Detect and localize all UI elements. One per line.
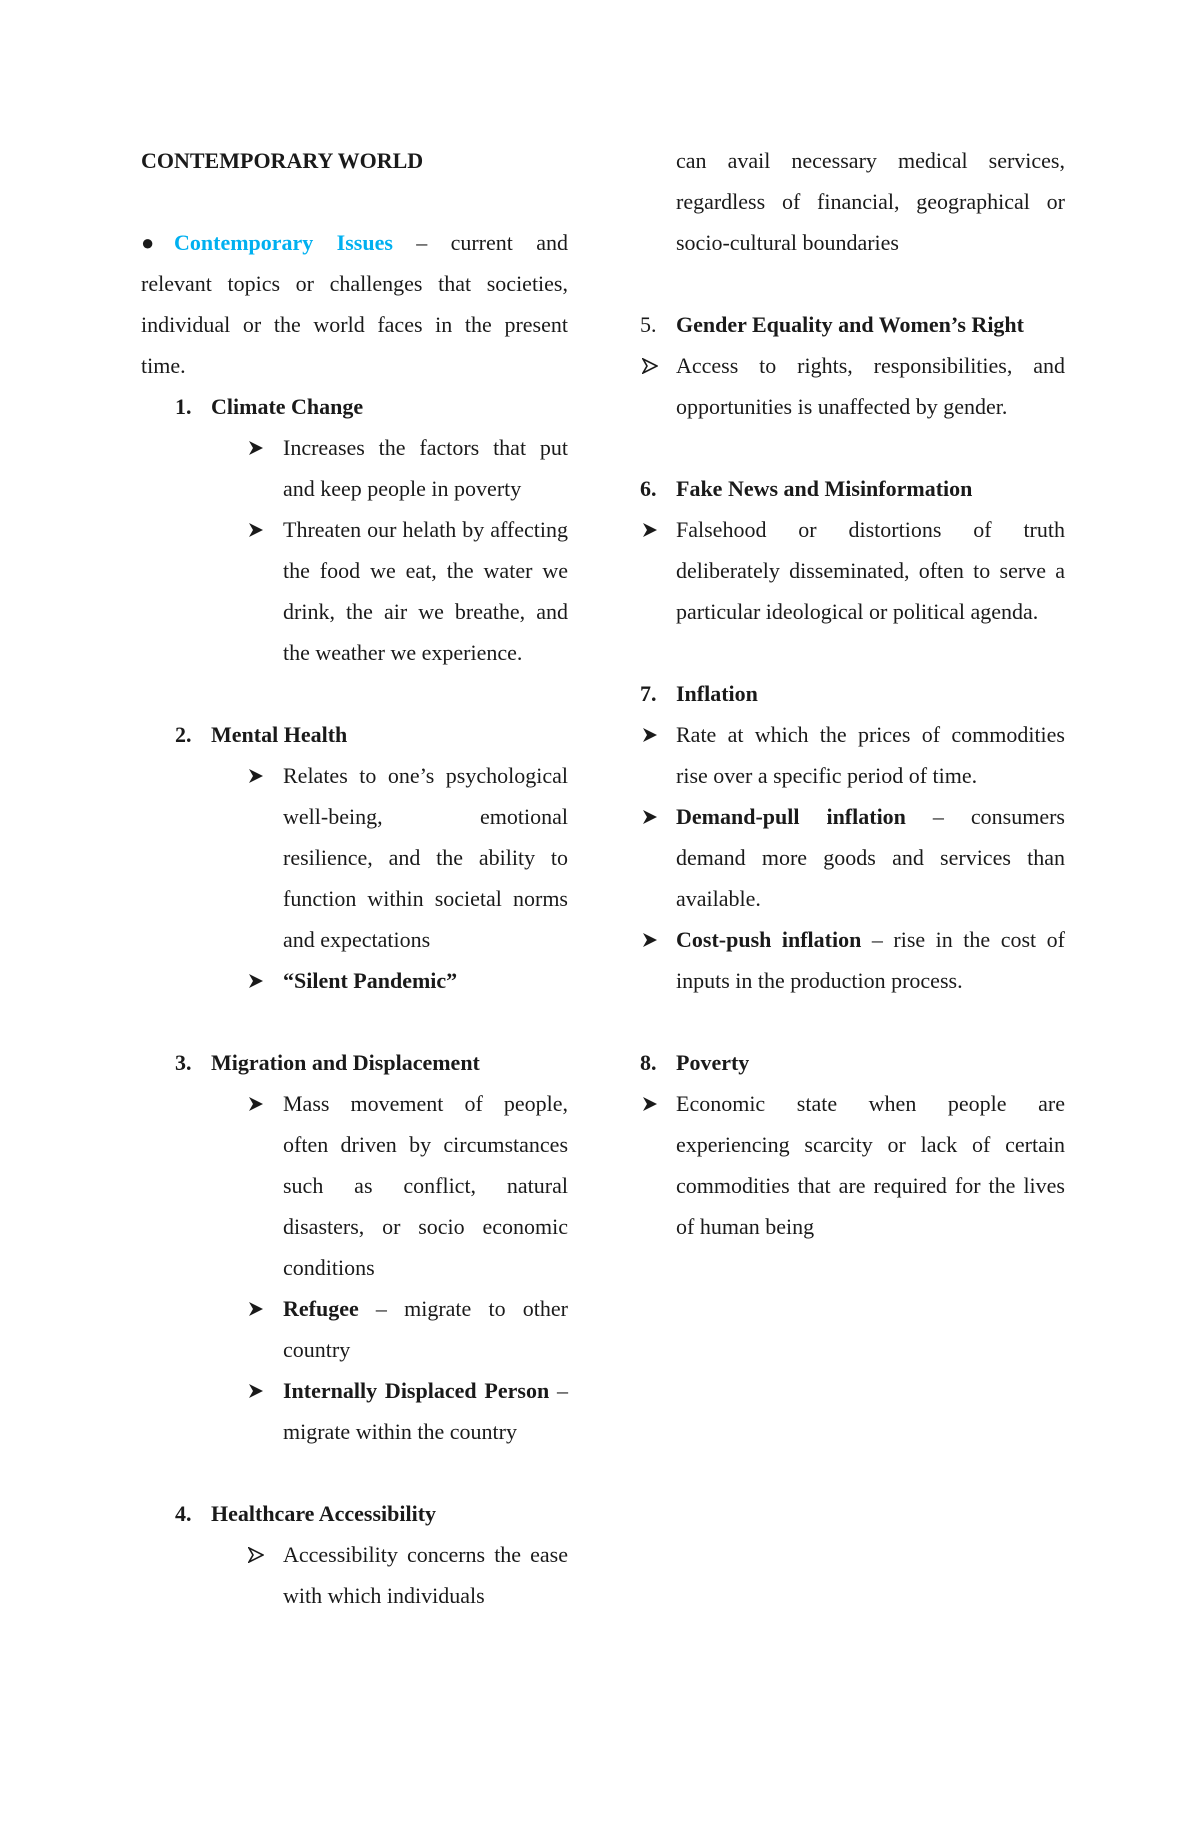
- issue-title: Climate Change: [211, 394, 364, 419]
- issue-point: Relates to one’s psychological well-being, emotional resilience, and the ability to function within societal norms and expectations: [141, 755, 568, 960]
- issue-point-continuation: can avail necessary medical services, regardless of financial, geographical or socio-cultural boundaries: [676, 148, 1065, 255]
- issue-title: Fake News and Misinformation: [676, 476, 973, 501]
- left-column: [141, 140, 568, 1616]
- issue-number: 4.: [175, 1501, 192, 1526]
- issue-list-left: [141, 386, 568, 1616]
- issue-item: [640, 468, 1065, 673]
- issue-item: [640, 673, 1065, 1042]
- filled-circle-bullet-icon: ●: [141, 230, 155, 255]
- arrowhead-bullet-icon: [642, 345, 662, 386]
- issue-item: [640, 1042, 1065, 1247]
- issue-point: Internally Displaced Person – migrate within the country: [141, 1370, 568, 1452]
- arrowhead-bullet-icon: [642, 919, 662, 960]
- intro-definition: [141, 222, 568, 386]
- issue-item: [141, 386, 568, 714]
- document-title: CONTEMPORARY WORLD: [141, 148, 424, 173]
- issue-point: Access to rights, responsibilities, and opportunities is unaffected by gender.: [640, 345, 1065, 427]
- issue-number: 6.: [640, 476, 657, 501]
- intro-text: – current and relevant topics or challenges that societies, individual or the world faces in the present time.: [141, 230, 568, 378]
- issue-number: 7.: [640, 681, 657, 706]
- issue-title: Healthcare Accessibility: [211, 1501, 437, 1526]
- arrowhead-bullet-icon: [248, 1083, 268, 1124]
- arrowhead-bullet-icon: [248, 1534, 268, 1575]
- right-column: [640, 140, 1065, 1247]
- issue-number: 2.: [175, 722, 192, 747]
- arrowhead-bullet-icon: [642, 714, 662, 755]
- arrowhead-bullet-icon: [248, 1370, 268, 1411]
- arrowhead-bullet-icon: [642, 509, 662, 550]
- arrowhead-bullet-icon: [248, 755, 268, 796]
- arrowhead-bullet-icon: [248, 427, 268, 468]
- issue-item: [640, 304, 1065, 468]
- issue-point: Falsehood or distortions of truth deliberately disseminated, often to serve a particular ideological or political agenda.: [640, 509, 1065, 632]
- issue-point: Economic state when people are experiencing scarcity or lack of certain commodities that are required for the lives of human being: [640, 1083, 1065, 1247]
- issue-number: 8.: [640, 1050, 657, 1075]
- issue-point: Mass movement of people, often driven by circumstances such as conflict, natural disasters, or socio economic conditions: [141, 1083, 568, 1288]
- issue-item: [141, 1493, 568, 1616]
- issue-item: [141, 1042, 568, 1493]
- issue-point: Rate at which the prices of commodities rise over a specific period of time.: [640, 714, 1065, 796]
- issue-title: Migration and Displacement: [211, 1050, 480, 1075]
- arrowhead-bullet-icon: [248, 509, 268, 550]
- issue-list-right: [640, 304, 1065, 1247]
- issue-title: Mental Health: [211, 722, 348, 747]
- issue-title: Gender Equality and Women’s Right: [676, 312, 1024, 337]
- issue-point: Cost-push inflation – rise in the cost of inputs in the production process.: [640, 919, 1065, 1001]
- arrowhead-bullet-icon: [248, 1288, 268, 1329]
- issue-item: [141, 714, 568, 1042]
- intro-term: Contemporary Issues: [174, 230, 393, 255]
- issue-point: Accessibility concerns the ease with which individuals: [141, 1534, 568, 1616]
- issue-point: “Silent Pandemic”: [141, 960, 568, 1001]
- arrowhead-bullet-icon: [248, 960, 268, 1001]
- arrowhead-bullet-icon: [642, 796, 662, 837]
- arrowhead-bullet-icon: [642, 1083, 662, 1124]
- issue-point: Demand-pull inflation – consumers demand more goods and services than available.: [640, 796, 1065, 919]
- issue-number: 5.: [640, 312, 657, 337]
- issue-number: 3.: [175, 1050, 192, 1075]
- issue-point: Increases the factors that put and keep people in poverty: [141, 427, 568, 509]
- issue-title: Poverty: [676, 1050, 750, 1075]
- issue-point: Threaten our helath by affecting the food we eat, the water we drink, the air we breathe, and the weather we experience.: [141, 509, 568, 673]
- issue-title: Inflation: [676, 681, 758, 706]
- issue-point: Refugee – migrate to other country: [141, 1288, 568, 1370]
- issue-number: 1.: [175, 394, 192, 419]
